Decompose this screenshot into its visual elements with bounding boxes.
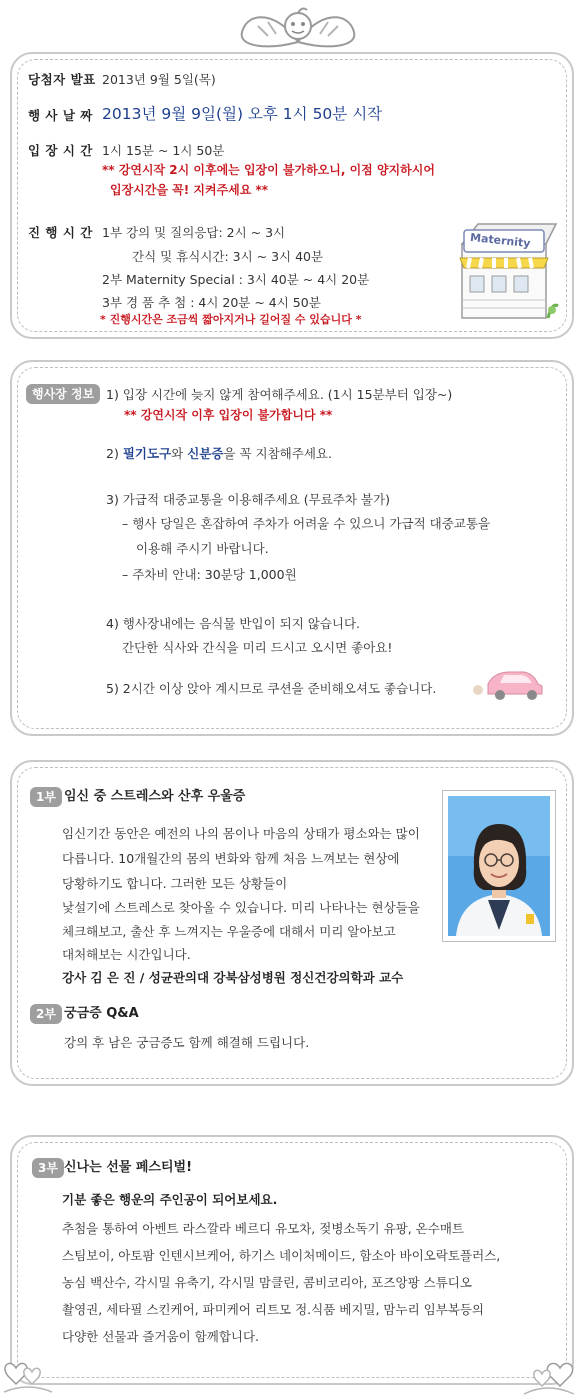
part3-line-1: 추첨을 통하여 아벤트 라스깔라 베르디 유모차, 젖병소독기 유팡, 온수매트 [62,1221,464,1236]
part1-line-6: 대처해보는 시간입니다. [62,947,191,962]
part2-badge: 2부 [30,1004,62,1024]
part1-title: 임신 중 스트레스와 산후 우울증 [64,789,246,804]
progress-note: * 진행시간은 조금씩 짧아지거나 길어질 수 있습니다 * [100,313,362,326]
part1-line-5: 체크해보고, 출산 후 느껴지는 우울증에 대해서 미리 알아보고 [62,924,396,939]
venue-item-3-sub-1b: 이용해 주시기 바랍니다. [136,541,269,556]
venue-item-4b: 간단한 식사와 간식을 미리 드시고 오시면 좋아요! [122,640,393,655]
part2-title: 궁금증 Q&A [64,1006,139,1021]
venue-item-3-sub-1: – 행사 당일은 혼잡하여 주차가 어려울 수 있으니 가급적 대중교통을 [122,516,491,531]
venue-item-1-note: ** 강연시작 이후 입장이 불가합니다 ** [124,408,333,422]
speaker-photo [442,790,556,942]
part3-line-3: 농심 백산수, 각시밀 유축기, 각시밀 맘클린, 콤비코리아, 포즈앙팡 스튜디오 [62,1275,472,1290]
venue-item-1: 1) 입장 시간에 늦지 않게 참여해주세요. (1시 15분부터 입장~) [106,387,453,402]
venue-item-2-prefix: 2) [106,446,123,461]
venue-item-3-sub-2: – 주차비 안내: 30분당 1,000원 [122,567,297,582]
progress-row-4: 3부 경 품 추 첨 : 4시 20분 ~ 4시 50분 [102,295,321,310]
part1-line-2: 다릅니다. 10개월간의 몸의 변화와 함께 처음 느껴보는 현상에 [62,851,400,866]
part3-line-4: 촬영권, 세타필 스킨케어, 파미케어 리트모 정.식품 베지밀, 맘누리 임부복등의 [62,1302,485,1317]
progress-row-3: 2부 Maternity Special : 3시 40분 ~ 4시 20분 [102,272,370,287]
heart-ornament-icon [2,1352,54,1394]
announcement-label: 당첨자 발표 [28,72,96,87]
part3-line-5: 다양한 선물과 즐거움이 함께합니다. [62,1329,260,1344]
heart-ornament-icon [520,1352,576,1396]
maternity-building-icon [448,210,563,325]
part1-badge: 1부 [30,787,62,807]
event-date-value: 2013년 9월 9일(월) 오후 1시 50분 시작 [102,105,383,123]
part1-line-1: 임신기간 동안은 예전의 나의 몸이나 마음의 상태가 평소와는 많이 [62,826,420,841]
announcement-value: 2013년 9월 5일(목) [102,72,216,87]
part3-badge: 3부 [32,1158,64,1178]
venue-item-2-suffix: 을 꼭 지참해주세요. [223,446,332,461]
entry-time-note-1: ** 강연시작 2시 이후에는 입장이 불가하오니, 이점 양지하시어 [102,163,435,177]
venue-item-2-id: 신분증 [187,446,224,461]
part3-subtitle: 기분 좋은 행운의 주인공이 되어보세요. [62,1192,278,1207]
part1-line-4: 낯설기에 스트레스로 찾아올 수 있습니다. 미리 나타나는 현상들을 [62,900,420,915]
entry-time-note-2: 입장시간을 꼭! 지켜주세요 ** [110,183,269,197]
part2-text: 강의 후 남은 궁금증도 함께 해결해 드립니다. [64,1035,310,1050]
speaker-credit: 강사 김 은 진 / 성균관의대 강북삼성병원 정신건강의학과 교수 [62,970,404,985]
venue-item-2-and: 와 [171,446,188,461]
part3-title: 신나는 선물 페스티벌! [64,1160,193,1175]
pink-car-icon [470,664,548,704]
building-sign: Maternity [469,230,532,251]
progress-row-1: 1부 강의 및 질의응답: 2시 ~ 3시 [102,225,286,240]
venue-item-2 [106,446,332,461]
entry-time-value: 1시 15분 ~ 1시 50분 [102,143,225,158]
part3-line-2: 스팀보이, 아토팜 인텐시브케어, 하기스 네이처메이드, 함소아 바이오락토플러스, [62,1248,501,1263]
venue-item-5: 5) 2시간 이상 앉아 계시므로 쿠션을 준비해오셔도 좋습니다. [106,681,437,696]
venue-item-3: 3) 가급적 대중교통을 이용해주세요 (무료주차 불가) [106,492,390,507]
venue-info-badge: 행사장 정보 [26,384,100,404]
entry-time-label: 입 장 시 간 [28,143,93,158]
progress-label: 진 행 시 간 [28,225,93,240]
venue-item-2-pen: 필기도구 [122,446,172,461]
event-date-label: 행 사 날 짜 [28,108,93,123]
venue-item-4: 4) 행사장내에는 음식물 반입이 되지 않습니다. [106,616,361,631]
progress-row-2: 간식 및 휴식시간: 3시 ~ 3시 40분 [132,249,324,264]
part1-line-3: 당황하기도 합니다. 그러한 모든 상황들이 [62,876,288,891]
